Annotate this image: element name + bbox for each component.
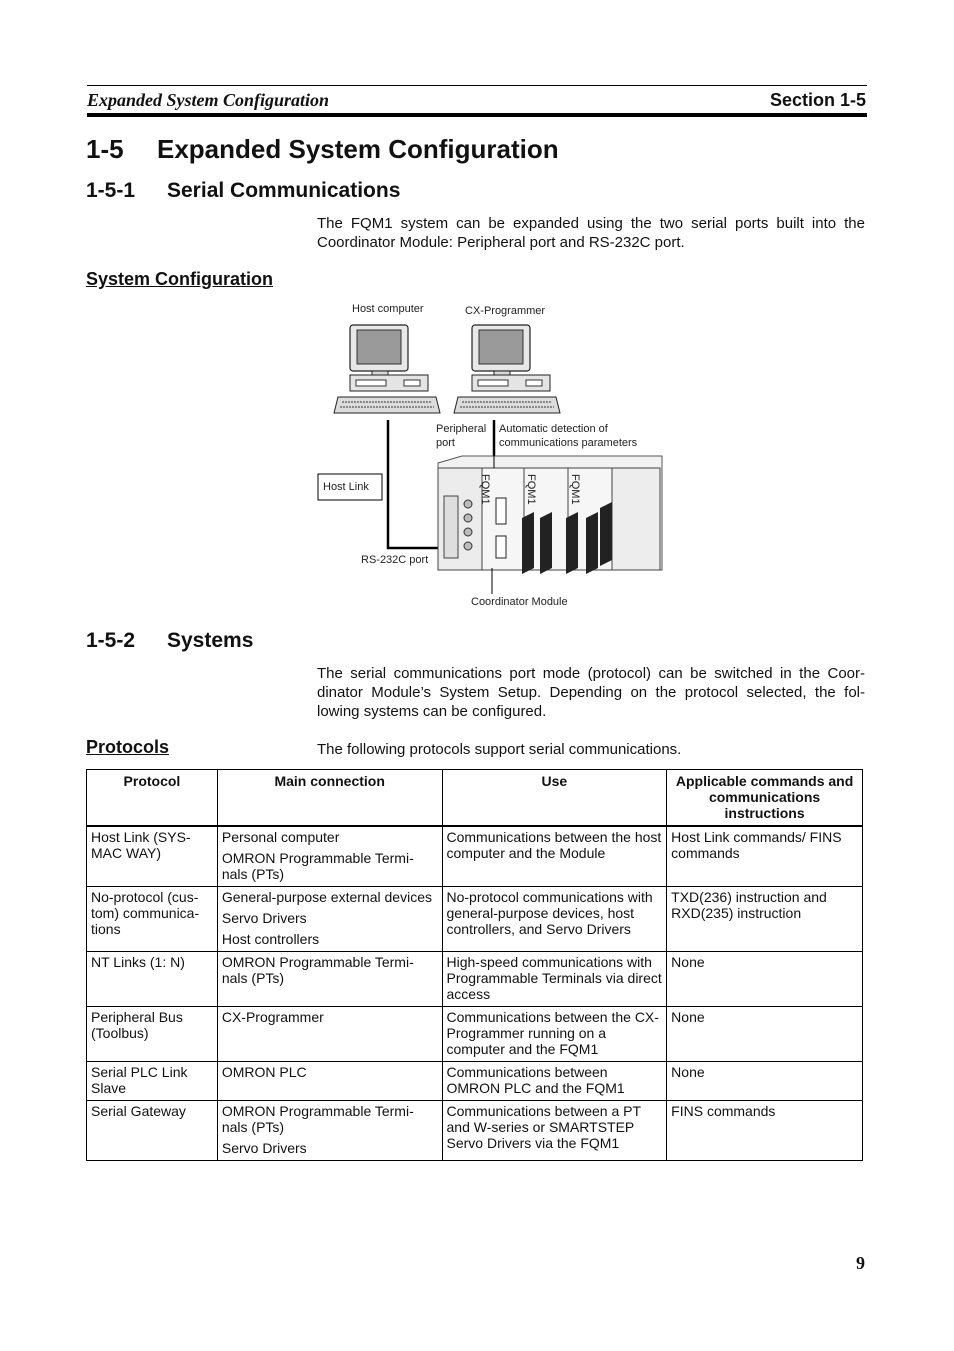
protocol-cell: No-protocol (cus-tom) communica-tions	[87, 887, 218, 952]
commands-cell: None	[667, 1062, 863, 1101]
module-tag-3: FQM1	[569, 474, 581, 505]
page-number: 9	[856, 1253, 865, 1273]
cx-programmer-label: CX-Programmer	[465, 305, 546, 317]
protocol-cell: NT Links (1: N)	[87, 952, 218, 1007]
commands-cell: FINS commands	[667, 1101, 863, 1161]
subsection-number: 1-5-2	[86, 629, 136, 652]
host-computer-label: Host computer	[352, 303, 424, 315]
section-title-text: Expanded System Configuration	[157, 134, 559, 164]
table-row	[87, 1101, 863, 1161]
protocols-intro: The following protocols support serial communications.	[317, 741, 682, 758]
section-title	[86, 134, 559, 165]
header-rule-top	[87, 85, 867, 86]
connection-cell	[217, 887, 442, 952]
module-tag-1: FQM1	[479, 474, 491, 505]
protocol-cell: Host Link (SYS-MAC WAY)	[87, 826, 218, 887]
connection-line: General-purpose external devices	[221, 889, 432, 905]
auto-detect-label-line1: Automatic detection of	[499, 423, 608, 435]
protocols-table	[86, 769, 863, 1161]
commands-cell: TXD(236) instruction and RXD(235) instruction	[667, 887, 863, 952]
auto-detect-label-line2: communications parameters	[499, 437, 638, 449]
table-header-row	[87, 770, 863, 827]
subsection-title: Serial Communications	[167, 179, 401, 202]
peripheral-port-label-line2: port	[436, 437, 455, 449]
protocols-heading: Protocols	[86, 737, 170, 757]
protocol-cell: Peripheral Bus (Toolbus)	[87, 1007, 218, 1062]
header-rule-bottom	[87, 113, 867, 117]
running-header-section: Section 1-5	[769, 90, 866, 110]
section-number: 1-5	[86, 134, 124, 164]
protocol-cell: Serial Gateway	[87, 1101, 218, 1161]
table-row	[87, 1007, 863, 1062]
table-row	[87, 887, 863, 952]
commands-cell: None	[667, 952, 863, 1007]
table-row	[87, 826, 863, 887]
connection-line: Host controllers	[221, 931, 320, 947]
connection-line: OMRON PLC	[221, 1064, 307, 1080]
connection-line: OMRON Programmable Termi-nals (PTs)	[221, 954, 414, 986]
column-header: Applicable commands and communications instructions	[667, 770, 863, 827]
host-link-label: Host Link	[323, 481, 369, 493]
use-cell: Communications between the CX-Programmer running on a computer and the FQM1	[442, 1007, 667, 1062]
column-header: Main connection	[217, 770, 442, 827]
column-header: Use	[442, 770, 667, 827]
column-header: Protocol	[87, 770, 218, 827]
module-tag-2: FQM1	[525, 474, 537, 505]
connection-line: Servo Drivers	[221, 910, 307, 926]
connection-line: OMRON Programmable Termi-nals (PTs)	[221, 1103, 414, 1135]
cx-programmer-computer-icon	[454, 325, 560, 413]
connection-line: OMRON Programmable Termi-nals (PTs)	[221, 850, 414, 882]
subsection-title: Systems	[167, 629, 254, 652]
connection-cell	[217, 952, 442, 1007]
use-cell: Communications between OMRON PLC and the FQM1	[442, 1062, 667, 1101]
connection-cell	[217, 1062, 442, 1101]
serial-intro-paragraph: The FQM1 system can be expanded using the two serial ports built into the Coordinator Module: Peripheral port and RS-232C port.	[317, 215, 865, 251]
use-cell: No-protocol communications with general-purpose devices, host controllers, and Servo Drivers	[442, 887, 667, 952]
connection-cell	[217, 826, 442, 887]
peripheral-port-label-line1: Peripheral	[436, 423, 487, 435]
system-configuration-diagram	[316, 298, 666, 614]
connection-line: CX-Programmer	[221, 1009, 324, 1025]
running-header-title: Expanded System Configuration	[87, 90, 330, 110]
rs232c-port-label: RS-232C port	[361, 554, 429, 566]
use-cell: High-speed communications with Programmable Terminals via direct access	[442, 952, 667, 1007]
subsection-number: 1-5-1	[86, 179, 136, 202]
connection-cell	[217, 1007, 442, 1062]
subsection-serial-communications	[86, 179, 400, 203]
use-cell: Communications between a PT and W-series or SMARTSTEP Servo Drivers via the FQM1	[442, 1101, 667, 1161]
table-row	[87, 952, 863, 1007]
fqm1-module-rack	[438, 456, 662, 574]
connection-cell	[217, 1101, 442, 1161]
use-cell: Communications between the host computer and the Module	[442, 826, 667, 887]
connection-line: Servo Drivers	[221, 1140, 307, 1156]
table-row	[87, 1062, 863, 1101]
commands-cell: Host Link commands/ FINS commands	[667, 826, 863, 887]
coordinator-module-label: Coordinator Module	[471, 596, 568, 608]
system-configuration-heading: System Configuration	[86, 269, 274, 289]
subsection-systems	[86, 629, 253, 653]
protocol-cell: Serial PLC Link Slave	[87, 1062, 218, 1101]
commands-cell: None	[667, 1007, 863, 1062]
connection-line: Personal computer	[221, 829, 340, 845]
host-computer-icon	[334, 325, 440, 413]
systems-paragraph: The serial communications port mode (protocol) can be switched in the Coor-dinator Module’s System Setup. Depending on the protocol selected, the fol-lowing systems can be configured.	[317, 665, 865, 720]
